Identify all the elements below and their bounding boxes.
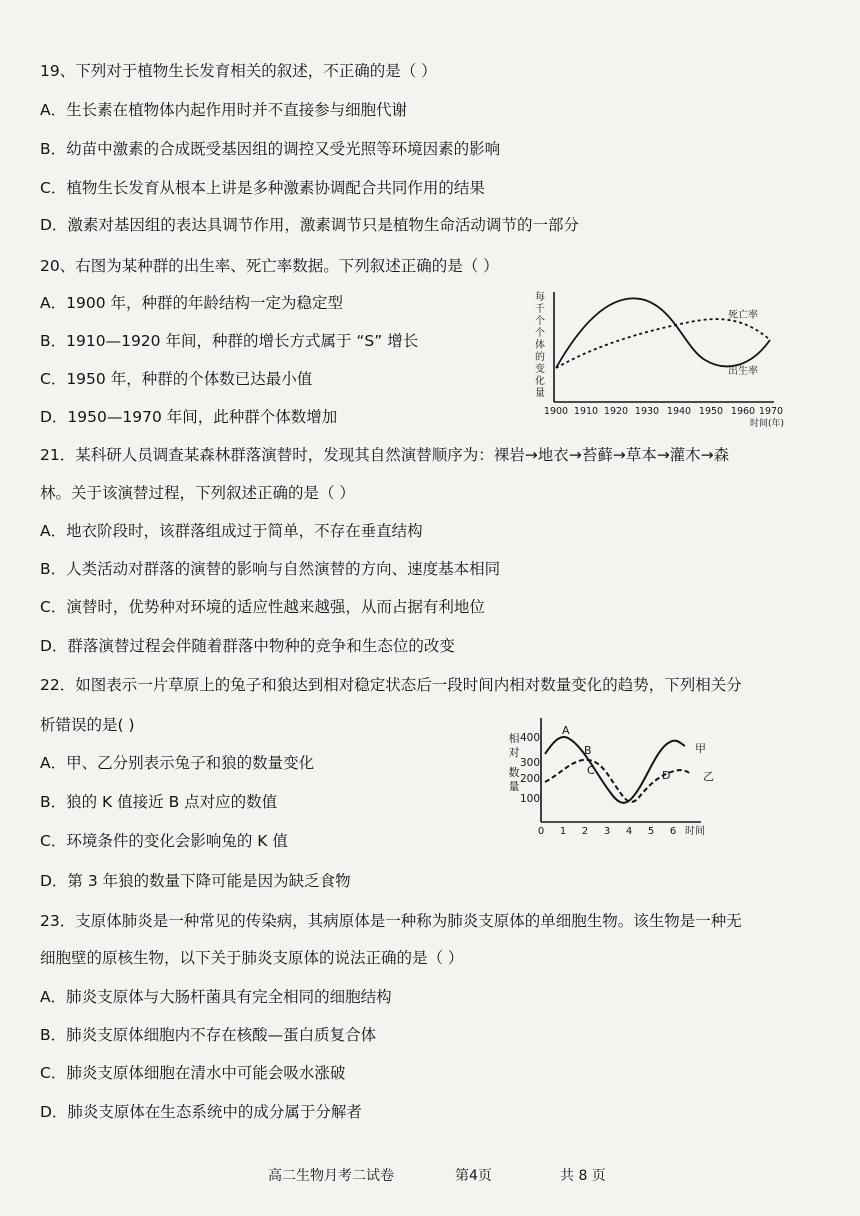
q20-stem: 20、右图为某种群的出生率、死亡率数据。下列叙述正确的是（ ）	[40, 257, 499, 275]
chart1-legend-death-rate: 死亡率	[728, 310, 758, 321]
footer-total-pages: 共 8 页	[560, 1168, 606, 1184]
chart2-legend-jia: 甲	[695, 742, 706, 755]
q21-option-c: C．演替时，优势种对环境的适应性越来越强，从而占据有利地位	[40, 598, 485, 616]
chart1-x-tick: 1910	[573, 406, 599, 417]
chart1-x-tick: 1960	[730, 406, 756, 417]
q22-option-b: B．狼的 K 值接近 B 点对应的数值	[40, 793, 278, 811]
chart1-ylabel-char: 个	[535, 316, 545, 327]
chart2-x-tick: 4	[625, 826, 633, 837]
chart2-legend-yi: 乙	[703, 770, 714, 783]
chart1-x-tick: 1970	[758, 406, 784, 417]
chart1-x-tick: 1950	[698, 406, 724, 417]
chart2-x-tick: 2	[581, 826, 589, 837]
q23-option-b: B．肺炎支原体细胞内不存在核酸—蛋白质复合体	[40, 1026, 377, 1044]
chart1-ylabel-char: 变	[535, 364, 545, 375]
chart2-ylabel-char: 对	[508, 746, 520, 759]
chart2-point-label-c: C	[587, 764, 595, 777]
birth-death-rate-chart	[520, 288, 790, 430]
q21-option-a: A．地衣阶段时，该群落组成过于简单，不存在垂直结构	[40, 522, 423, 540]
chart1-x-tick: 1900	[543, 406, 569, 417]
chart2-ylabel-char: 相	[508, 732, 520, 745]
chart2-y-tick: 100	[520, 793, 541, 805]
q19-option-c: C．植物生长发育从根本上讲是多种激素协调配合共同作用的结果	[40, 179, 485, 197]
chart2-ylabel-char: 量	[508, 780, 520, 793]
q23-stem-line2: 细胞壁的原核生物，以下关于肺炎支原体的说法正确的是（ ）	[40, 949, 464, 967]
chart1-series-birth-rate	[556, 298, 770, 368]
q19-option-d: D．激素对基因组的表达具调节作用，激素调节只是植物生命活动调节的一部分	[40, 216, 579, 234]
q22-option-a: A．甲、乙分别表示兔子和狼的数量变化	[40, 754, 315, 772]
q20-option-b: B．1910—1920 年间，种群的增长方式属于 “S” 增长	[40, 332, 419, 350]
q21-option-b: B．人类活动对群落的演替的影响与自然演替的方向、速度基本相同	[40, 560, 501, 578]
chart1-series-death-rate	[556, 319, 770, 368]
q19-stem: 19、下列对于植物生长发育相关的叙述，不正确的是（ ）	[40, 62, 437, 80]
q23-option-a: A．肺炎支原体与大肠杆菌具有完全相同的细胞结构	[40, 988, 392, 1006]
chart2-xlabel: 时间	[685, 826, 705, 837]
q20-option-c: C．1950 年，种群的个体数已达最小值	[40, 370, 313, 388]
chart2-point-label-d: D	[662, 769, 671, 782]
q22-stem-line2: 析错误的是( )	[40, 716, 135, 734]
footer-page-number: 第4页	[455, 1168, 492, 1184]
chart2-ylabel-char: 数	[508, 766, 520, 779]
q22-option-d: D．第 3 年狼的数量下降可能是因为缺乏食物	[40, 872, 351, 890]
q23-stem-line1: 23．支原体肺炎是一种常见的传染病，其病原体是一种称为肺炎支原体的单细胞生物。该生物是一种无	[40, 912, 742, 930]
q23-option-d: D．肺炎支原体在生态系统中的成分属于分解者	[40, 1103, 362, 1121]
q22-option-c: C．环境条件的变化会影响兔的 K 值	[40, 832, 288, 850]
chart1-ylabel	[535, 290, 545, 399]
chart2-y-tick: 300	[520, 757, 541, 769]
q23-option-c: C．肺炎支原体细胞在清水中可能会吸水涨破	[40, 1064, 346, 1082]
chart2-x-tick: 1	[559, 826, 567, 837]
chart2-x-tick: 0	[537, 826, 545, 837]
chart1-legend-birth-rate: 出生率	[728, 366, 758, 377]
chart2-ylabel	[509, 731, 520, 793]
predator-prey-chart	[505, 714, 725, 838]
q22-stem-line1: 22．如图表示一片草原上的兔子和狼达到相对稳定状态后一段时间内相对数量变化的趋势，下列相关分	[40, 676, 742, 694]
q19-option-a: A．生长素在植物体内起作用时并不直接参与细胞代谢	[40, 101, 408, 119]
chart2-y-tick: 400	[520, 732, 541, 744]
q20-option-d: D．1950—1970 年间，此种群个体数增加	[40, 408, 338, 426]
chart1-xlabel: 时间(年)	[749, 419, 784, 429]
chart1-ylabel-char: 个	[535, 328, 545, 339]
chart1-ylabel-char: 的	[535, 352, 545, 363]
chart1-x-tick: 1940	[666, 406, 692, 417]
q20-option-a: A．1900 年，种群的年龄结构一定为稳定型	[40, 294, 343, 312]
chart2-x-tick: 5	[647, 826, 655, 837]
chart1-ylabel-char: 体	[535, 340, 545, 351]
chart1-x-tick: 1930	[634, 406, 660, 417]
q21-stem-line2: 林。关于该演替过程，下列叙述正确的是（ ）	[40, 484, 355, 502]
chart1-ylabel-char: 化	[535, 376, 545, 387]
footer-exam-title: 高二生物月考二试卷	[268, 1168, 394, 1184]
chart1-ylabel-char: 量	[535, 388, 545, 399]
chart2-y-tick: 200	[520, 773, 541, 785]
chart2-point-label-b: B	[584, 744, 592, 757]
chart1-x-tick: 1920	[603, 406, 629, 417]
chart1-ylabel-char: 每	[535, 292, 545, 303]
chart2-point-label-a: A	[562, 724, 570, 737]
q21-option-d: D．群落演替过程会伴随着群落中物种的竞争和生态位的改变	[40, 637, 455, 655]
chart2-x-tick: 6	[669, 826, 677, 837]
chart1-ylabel-char: 千	[535, 304, 545, 315]
q19-option-b: B．幼苗中激素的合成既受基因组的调控又受光照等环境因素的影响	[40, 140, 501, 158]
q21-stem-line1: 21．某科研人员调查某森林群落演替时，发现其自然演替顺序为：裸岩→地衣→苔藓→草本→灌木→森	[40, 446, 730, 464]
chart2-x-tick: 3	[603, 826, 611, 837]
